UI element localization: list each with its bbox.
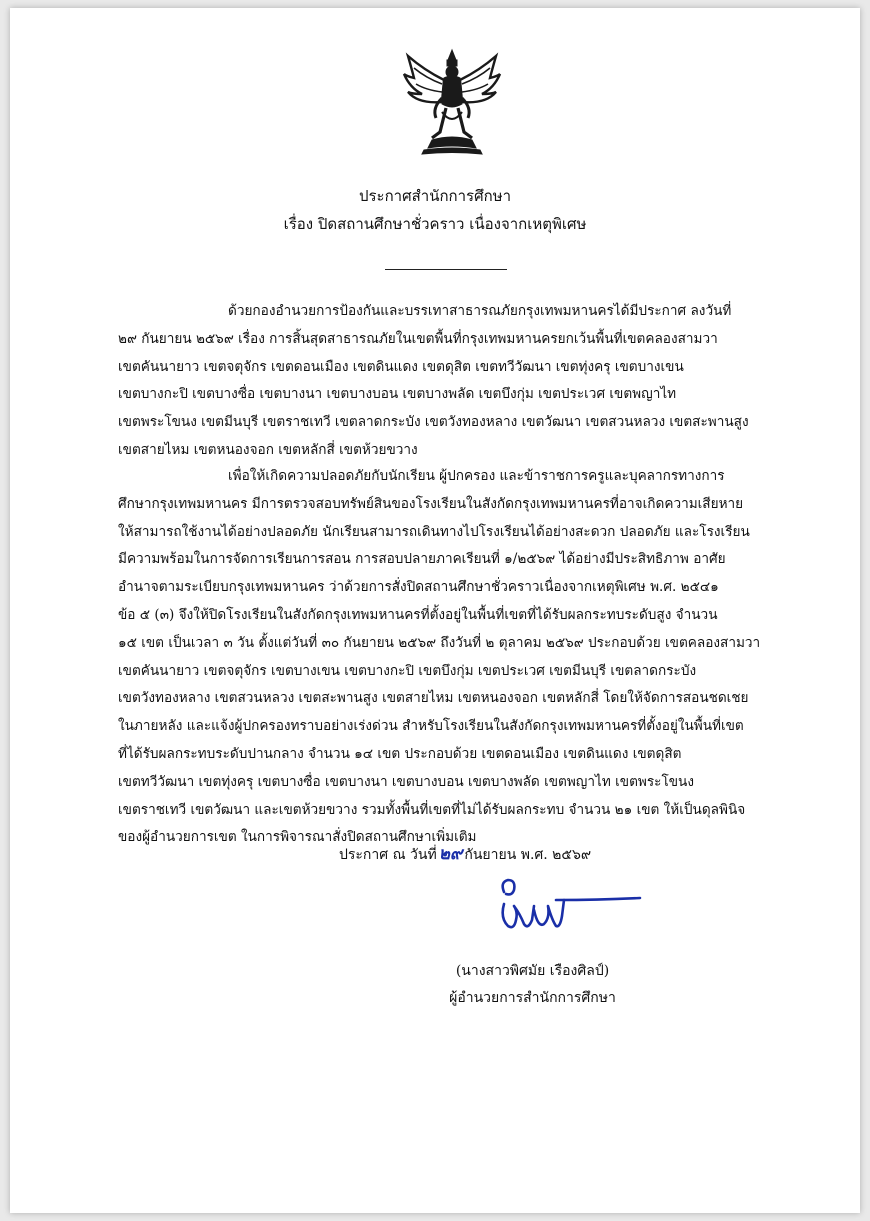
paragraph-line: ด้วยกองอำนวยการป้องกันและบรรเทาสาธารณภัยกรุงเทพมหานครได้มีประกาศ ลงวันที่ — [228, 303, 732, 319]
paragraph-line: ข้อ ๕ (๓) จึงให้ปิดโรงเรียนในสังกัดกรุงเทพมหานครที่ตั้งอยู่ในพื้นที่เขตที่ได้รับผลกระทบระดับสูง จำนวน — [118, 606, 718, 623]
paragraph-line: ให้สามารถใช้งานได้อย่างปลอดภัย นักเรียนสามารถเดินทางไปโรงเรียนได้อย่างสะดวก ปลอดภัย และโรงเรียน — [118, 523, 750, 540]
signature-icon — [490, 870, 650, 940]
paragraph-line: ของผู้อำนวยการเขต ในการพิจารณาสั่งปิดสถานศึกษาเพิ่มเติม — [118, 829, 477, 846]
paragraph-line: เขตราชเทวี เขตวัฒนา และเขตห้วยขวาง รวมทั้งพื้นที่เขตที่ไม่ได้รับผลกระทบ จำนวน ๒๑ เขต ให้เป็นดุลพินิจ — [118, 801, 746, 818]
paragraph-line: เขตคันนายาว เขตจตุจักร เขตบางเขน เขตบางกะปิ เขตบึงกุ่ม เขตประเวศ เขตมีนบุรี เขตลาดกระบัง — [118, 662, 697, 679]
paragraph-line: เขตบางกะปิ เขตบางซื่อ เขตบางนา เขตบางบอน เขตบางพลัด เขตบึงกุ่ม เขตประเวศ เขตพญาไท — [118, 386, 677, 403]
paragraph-line: เขตสายไหม เขตหนองจอก เขตหลักสี่ เขตห้วยขวาง — [118, 441, 418, 458]
paragraph-line: เพื่อให้เกิดความปลอดภัยกับนักเรียน ผู้ปกครอง และข้าราชการครูและบุคลากรทางการ — [228, 468, 725, 484]
paragraph-line: ที่ได้รับผลกระทบระดับปานกลาง จำนวน ๑๔ เขต ประกอบด้วย เขตดอนเมือง เขตดินแดง เขตดุสิต — [118, 745, 682, 762]
paragraph-2 — [118, 463, 794, 852]
paragraph-line: เขตทวีวัฒนา เขตทุ่งครุ เขตบางซื่อ เขตบางนา เขตบางบอน เขตบางพลัด เขตพญาไท เขตพระโขนง — [118, 773, 694, 790]
signer-name: (นางสาวพิศมัย เรืองศิลป์) — [455, 963, 610, 979]
document-subject: เรื่อง ปิดสถานศึกษาชั่วคราว เนื่องจากเหตุพิเศษ — [283, 215, 587, 233]
title-divider — [385, 269, 507, 270]
paragraph-line: เขตพระโขนง เขตมีนบุรี เขตราชเทวี เขตลาดกระบัง เขตวังทองหลาง เขตวัฒนา เขตสวนหลวง เขตสะพานสูง — [118, 414, 749, 431]
garuda-emblem-icon — [402, 48, 502, 156]
paragraph-line: ๑๕ เขต เป็นเวลา ๓ วัน ตั้งแต่วันที่ ๓๐ กันยายน ๒๕๖๙ ถึงวันที่ ๒ ตุลาคม ๒๕๖๙ ประกอบด้วย เขตคลองสามวา — [118, 634, 761, 651]
document-page — [10, 8, 860, 1213]
announcement-suffix: กันยายน พ.ศ. ๒๕๖๙ — [464, 847, 592, 863]
paragraph-line: ๒๙ กันยายน ๒๕๖๙ เรื่อง การสิ้นสุดสาธารณภัยในเขตพื้นที่กรุงเทพมหานครยกเว้นพื้นที่เขตคลองสามวา — [118, 330, 718, 347]
handwritten-day: ๒๙ — [438, 844, 463, 864]
document-title: ประกาศสำนักการศึกษา — [358, 187, 512, 205]
paragraph-line: เขตคันนายาว เขตจตุจักร เขตดอนเมือง เขตดินแดง เขตดุสิต เขตทวีวัฒนา เขตทุ่งครุ เขตบางเขน — [118, 358, 684, 375]
paragraph-line: ในภายหลัง และแจ้งผู้ปกครองทราบอย่างเร่งด่วน สำหรับโรงเรียนในสังกัดกรุงเทพมหานครที่ตั้งอยู่ในพื้นที่เขต — [118, 718, 744, 735]
paragraph-line: เขตวังทองหลาง เขตสวนหลวง เขตสะพานสูง เขตสายไหม เขตหนองจอก เขตหลักสี่ โดยให้จัดการสอนชดเชย — [118, 690, 749, 707]
signer-position: ผู้อำนวยการสำนักการศึกษา — [449, 990, 616, 1006]
announcement-prefix: ประกาศ ณ วันที่ — [339, 847, 437, 863]
paragraph-1 — [118, 298, 794, 465]
announcement-date — [339, 842, 591, 867]
paragraph-line: มีความพร้อมในการจัดการเรียนการสอน การสอบปลายภาคเรียนที่ ๑/๒๕๖๙ ได้อย่างมีประสิทธิภาพ อาศัย — [118, 551, 726, 568]
paragraph-line: อำนาจตามระเบียบกรุงเทพมหานคร ว่าด้วยการสั่งปิดสถานศึกษาชั่วคราวเนื่องจากเหตุพิเศษ พ.ศ. ๒๕๔๑ — [118, 579, 719, 596]
paragraph-line: ศึกษากรุงเทพมหานคร มีการตรวจสอบทรัพย์สินของโรงเรียนในสังกัดกรุงเทพมหานครที่อาจเกิดความเสียหาย — [118, 495, 744, 512]
